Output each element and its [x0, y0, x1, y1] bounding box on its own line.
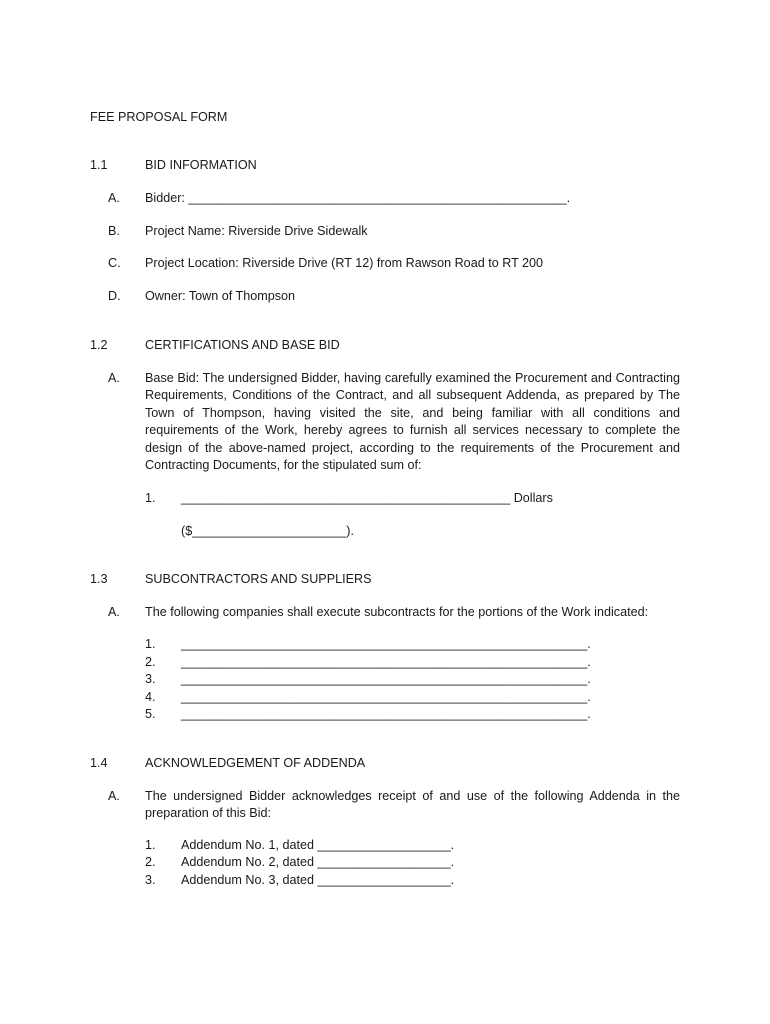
addendum-field[interactable]: Addendum No. 1, dated ___________________.: [181, 838, 455, 852]
addenda-paragraph: The undersigned Bidder acknowledges receipt of and use of the following Addenda in the preparation of this Bid:: [145, 789, 680, 821]
list-number: 3.: [145, 672, 156, 686]
list-number: 2.: [145, 655, 156, 669]
bidder-field[interactable]: Bidder: ______________________________________________________.: [145, 191, 571, 205]
subcontractor-field[interactable]: __________________________________________________________.: [181, 690, 591, 704]
section-number: 1.1: [90, 158, 108, 172]
item-letter: A.: [108, 191, 120, 205]
item-letter: D.: [108, 289, 121, 303]
item-letter: A.: [108, 789, 120, 803]
subcontractors-intro: The following companies shall execute subcontracts for the portions of the Work indicated:: [145, 605, 649, 619]
sum-number: 1.: [145, 491, 156, 505]
section-heading: BID INFORMATION: [145, 158, 257, 172]
item-letter: B.: [108, 224, 120, 238]
section-number: 1.3: [90, 572, 108, 586]
list-number: 1.: [145, 838, 156, 852]
addendum-field[interactable]: Addendum No. 3, dated ___________________.: [181, 873, 455, 887]
project-location: Project Location: Riverside Drive (RT 12) from Rawson Road to RT 200: [145, 256, 544, 270]
list-number: 5.: [145, 707, 156, 721]
subcontractor-field[interactable]: __________________________________________________________.: [181, 637, 591, 651]
list-number: 3.: [145, 873, 156, 887]
sum-figure-field[interactable]: ($______________________).: [181, 524, 354, 538]
base-bid-paragraph: Base Bid: The undersigned Bidder, having carefully examined the Procurement and Contracting Requirements, Conditions of the Contract, and all subsequent Addenda, as prepared by The Town of Thompson, having visited the site, and being familiar with all conditions and requirements of the Work, hereby agrees to furnish all services necessary to complete the design of the above-named project, according to the requirements of the Procurement and Contracting Documents, for the stipulated sum of:: [145, 371, 680, 473]
section-heading: CERTIFICATIONS AND BASE BID: [145, 338, 340, 352]
section-number: 1.2: [90, 338, 108, 352]
list-number: 2.: [145, 855, 156, 869]
subcontractor-field[interactable]: __________________________________________________________.: [181, 655, 591, 669]
subcontractor-field[interactable]: __________________________________________________________.: [181, 707, 591, 721]
project-name: Project Name: Riverside Drive Sidewalk: [145, 224, 368, 238]
form-title: FEE PROPOSAL FORM: [90, 110, 228, 124]
section-number: 1.4: [90, 756, 108, 770]
sum-words-field[interactable]: _______________________________________________ Dollars: [181, 491, 553, 505]
addendum-field[interactable]: Addendum No. 2, dated ___________________.: [181, 855, 455, 869]
section-heading: ACKNOWLEDGEMENT OF ADDENDA: [145, 756, 366, 770]
item-letter: A.: [108, 371, 120, 385]
list-number: 1.: [145, 637, 156, 651]
section-heading: SUBCONTRACTORS AND SUPPLIERS: [145, 572, 372, 586]
item-letter: A.: [108, 605, 120, 619]
item-letter: C.: [108, 256, 121, 270]
owner: Owner: Town of Thompson: [145, 289, 296, 303]
list-number: 4.: [145, 690, 156, 704]
subcontractor-field[interactable]: __________________________________________________________.: [181, 672, 591, 686]
